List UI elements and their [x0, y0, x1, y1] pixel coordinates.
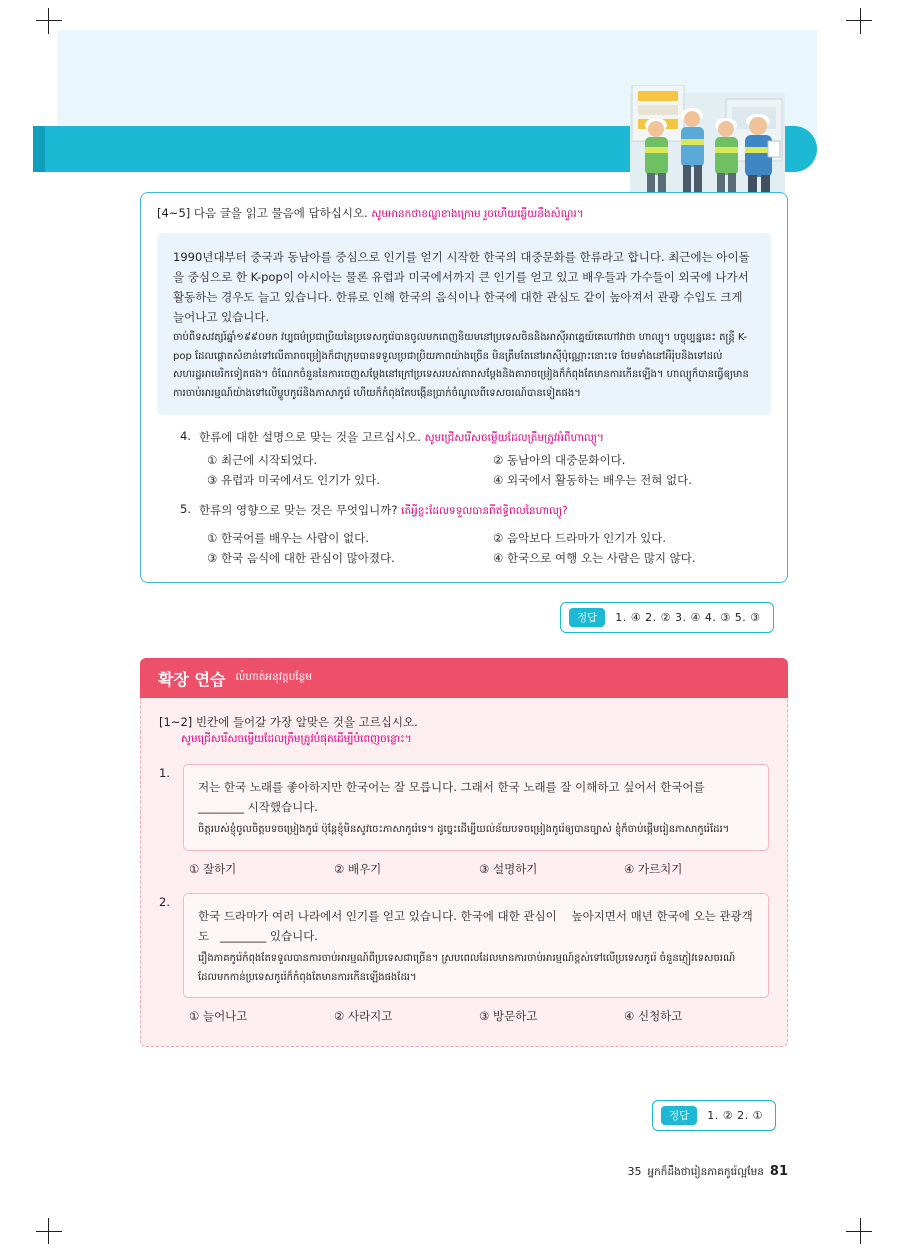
crop-mark-bottom-right-h [846, 1231, 872, 1232]
expansion-item-2-choices [183, 1008, 769, 1024]
passage-korean: 1990년대부터 중국과 동남아를 중심으로 인기를 얻기 시작한 한국의 대중문화를 한류라고 합니다. 최근에는 아이돌을 중심으로 한 K-pop이 아시아는 물론 유럽과 미국에서까지 큰 인기를 얻고 있고 배우들과 가수들이 외국에 나가서 활동하는 경우도 늘고 있습니다. 한류로 인해 한국의 음식이나 한국에 대한 관심도 같이 높아져서 관광 수입도 크게 늘어나고 있습니다. [173, 249, 750, 325]
expansion-item-1-box [183, 764, 769, 851]
expansion-instruction-kh: សូមជ្រើសរើសចម្លើយដែលត្រឹមត្រូវបំផុតដើម្បីបំពេញចន្លោះ។ [181, 733, 412, 745]
choice-option[interactable]: ② 동남아의 대중문화이다. [493, 453, 626, 468]
crop-mark-top-right-h [846, 20, 872, 21]
answer-label: 정답 [661, 1106, 697, 1125]
choice-option[interactable]: ① 잘하기 [189, 861, 237, 876]
expansion-section-header [140, 658, 788, 698]
question-4-text-ko: 한류에 대한 설명으로 맞는 것을 고르십시오. [199, 430, 421, 445]
choice-option[interactable]: ③ 한국 음식에 대한 관심이 많아졌다. [207, 550, 395, 565]
choice-option[interactable]: ② 사라지고 [334, 1009, 393, 1023]
expansion-item-2 [159, 893, 769, 1024]
footer-unit-number: 35 [627, 1165, 642, 1178]
page-banner [0, 30, 908, 175]
footer-unit-title: អ្នកក៏ដឹងថារៀនភាគកូរ៉េល្អមែន [647, 1166, 764, 1178]
choice-option[interactable]: ① 한국어를 배우는 사람이 없다. [207, 530, 369, 545]
crop-mark-bottom-left-h [36, 1231, 62, 1232]
expansion-title-ko: 확장 연습 [158, 669, 226, 689]
expansion-item-2-text-ko: 한국 드라마가 여러 나라에서 인기를 얻고 있습니다. 한국에 대한 관심이ᅠ 높아지면서 매년 한국에 오는 관광객도ᅠ________ 있습니다. [198, 908, 753, 943]
expansion-item-2-number: 2. [159, 894, 170, 909]
question-4-text-kh: សូមជ្រើសរើសចម្លើយដែលត្រឹមត្រូវអំពីហាល្យូ។ [424, 432, 604, 445]
choice-option[interactable]: ④ 한국으로 여행 오는 사람은 많지 않다. [493, 550, 696, 565]
passage-khmer: ចាប់ពីទសវត្សរ៍ឆ្នាំ១៩៩០មក វប្បធម៌ប្រជាប្រិយនៃប្រទេសកូរ៉េបានចូលមកពេញនិយមនៅប្រទេសចិននិងអាស៊ីអាគ្នេយ៍គេហៅវាថា ហាល្យូ។ បច្ចុប្បន្ននេះ តន្ត្រី K-pop ដែលផ្ដោតសំខាន់ទៅលើតារាចម្រៀងក៏ជាក្រុមបានទទួលប្រជាប្រិយភាពយ៉ាងច្រើន មិនត្រឹមតែនៅអាស៊ីប៉ុណ្ណោះនោះទេ ថែមទាំងនៅអឺរ៉ុបនិងទៅដល់សហរដ្ឋអាមេរិកទៀតផង។ ចំណែកចំនួននៃការចេញសម្ដែងនៅក្រៅប្រទេសរបស់តារាសម្ដែងនិងតារាចម្រៀងក៏កំពុងតែមានការកើនឡើង។ ហាល្យូក៏បានធ្វើឲ្យមានការចាប់អារម្មណ៍យ៉ាងទៅលើម្ហូបកូរ៉េនិងភាសាកូរ៉េ ហើយក៏កំពុងតែបង្កើនប្រាក់ចំណូលពីទេសចរណ៍បានទៀតផង។ [173, 332, 749, 399]
choice-option[interactable]: ④ 신청하고 [624, 1009, 683, 1023]
expansion-item-2-text-kh: រឿងភាគកូរ៉េកំពុងតែទទួលបានការចាប់អារម្មណ៍ពីប្រទេសជាច្រើន។ ស្របពេលដែលមានការចាប់អារម្មណ៍ខ្ពស់ទៅលើប្រទេសកូរ៉េ ចំនួនភ្ញៀវទេសចរណ៍ដែលមកកាន់ប្រទេសកូរ៉េក៏កំពុងតែមានការកើនឡើងផងដែរ។ [198, 953, 736, 983]
reading-prompt-kh: សូមអានកថាខណ្ឌខាងក្រោម រួចហើយឆ្លើយនឹងសំណួរ។ [371, 208, 584, 220]
expansion-item-1-choices [183, 861, 769, 877]
reading-passage [157, 233, 771, 416]
expansion-item-1-text-ko: 저는 한국 노래를 좋아하지만 한국어는 잘 모릅니다. 그래서 한국 노래를 잘 이해하고 싶어서 한국어를ᅠ________ 시작했습니다. [198, 780, 716, 815]
question-5-text-kh: តើអ្វីខ្លះដែលទទួលបានពីឥទ្ធិពលនៃហាល្យូ? [401, 505, 568, 518]
answer-values: 1. ② 2. ① [707, 1109, 763, 1122]
reading-prompt-ko: [4~5] 다음 글을 읽고 물음에 답하십시오. [157, 206, 368, 220]
expansion-instruction-ko: [1~2] 빈칸에 들어갈 가장 알맞은 것을 고르십시오. [159, 715, 418, 729]
question-5-choices [199, 530, 771, 566]
question-4-text [199, 429, 771, 446]
question-5-number: 5. [180, 502, 191, 517]
answer-values: 1. ④ 2. ② 3. ④ 4. ③ 5. ③ [615, 611, 761, 624]
page-footer [627, 1164, 788, 1181]
answer-key-top [560, 602, 774, 633]
expansion-section-body [140, 698, 788, 1047]
question-4 [157, 429, 771, 488]
question-5-text-ko: 한류의 영향으로 맞는 것은 무엇입니까? [199, 503, 398, 518]
expansion-title-kh: លំហាត់អនុវត្តបន្ថែម [235, 670, 313, 683]
workers-illustration [630, 85, 785, 195]
answer-label: 정답 [569, 608, 605, 627]
expansion-item-1-text-kh: ចិត្តរបស់ខ្ញុំចូលចិត្តបទចម្រៀងកូរ៉េ ប៉ុន្តែខ្ញុំមិនសូវចេះភាសាកូរ៉េទេ។ ដូច្នេះដើម្បីយល់ន័យបទចម្រៀងកូរ៉េឲ្យបានច្បាស់ ខ្ញុំក៏ចាប់ផ្ដើមរៀនភាសាកូរ៉េដែរ។ [198, 824, 730, 836]
reading-prompt [157, 205, 771, 223]
question-5 [157, 502, 771, 565]
crop-mark-top-left-h [36, 20, 62, 21]
expansion-item-2-box [183, 893, 769, 998]
choice-option[interactable]: ③ 방문하고 [479, 1009, 538, 1023]
choice-option[interactable]: ④ 가르치기 [624, 861, 683, 876]
page-number: 81 [769, 1164, 788, 1179]
question-4-number: 4. [180, 429, 191, 444]
question-4-choices [199, 452, 771, 488]
answer-key-bottom [652, 1100, 776, 1131]
choice-option[interactable]: ③ 설명하기 [479, 861, 538, 876]
choice-option[interactable]: ② 배우기 [334, 861, 382, 876]
choice-option[interactable]: ① 늘어나고 [189, 1009, 248, 1023]
choice-option[interactable]: ② 음악보다 드라마가 인기가 있다. [493, 530, 667, 545]
question-5-text [199, 502, 771, 519]
expansion-item-1-number: 1. [159, 766, 170, 780]
reading-card [140, 192, 788, 583]
expansion-item-1 [159, 764, 769, 877]
choice-option[interactable]: ③ 유럽과 미국에서도 인기가 있다. [207, 473, 381, 488]
choice-option[interactable]: ④ 외국에서 활동하는 배우는 전혀 없다. [493, 473, 692, 488]
choice-option[interactable]: ① 최근에 시작되었다. [207, 453, 318, 468]
